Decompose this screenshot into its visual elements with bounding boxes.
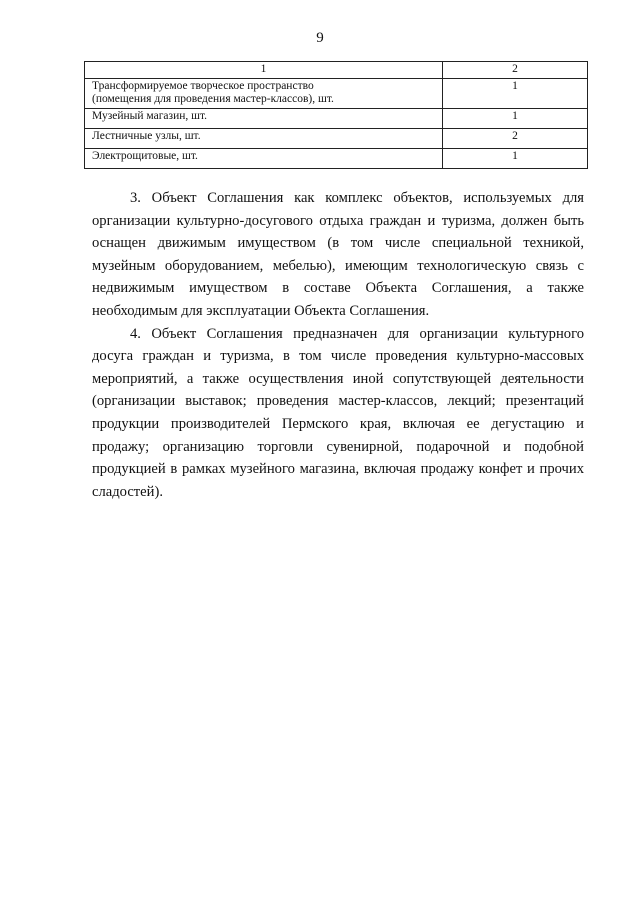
table-cell-label: Лестничные узлы, шт. xyxy=(85,129,443,149)
table-cell-value: 1 xyxy=(443,149,588,169)
column-header-2: 2 xyxy=(443,62,588,79)
table-row xyxy=(85,149,588,169)
table-cell-label xyxy=(85,79,443,109)
table-cell-label: Музейный магазин, шт. xyxy=(85,109,443,129)
paragraph-4: 4. Объект Соглашения предназначен для организации культурного досуга граждан и туризма, в том числе проведения культурно-массовых мероприятий, а также осуществления иной сопутствующей деятельности (организации выставок; проведения мастер-классов, лекций; презентаций продукции производителей Пермского края, включая ее дегустацию и продажу; организацию торговли сувенирной, подарочной и подобной продукцией в рамках музейного магазина, включая продажу конфет и прочих сладостей). xyxy=(92,325,584,500)
table-cell-label-line: (помещения для проведения мастер-классов), шт. xyxy=(92,92,334,105)
table-cell-value: 1 xyxy=(443,79,588,109)
table-cell-value: 2 xyxy=(443,129,588,149)
document-body xyxy=(92,187,584,503)
table-row xyxy=(85,129,588,149)
column-header-1: 1 xyxy=(85,62,443,79)
property-table xyxy=(84,61,588,169)
table-cell-label-line: Трансформируемое творческое пространство xyxy=(92,80,314,92)
table-row xyxy=(85,79,588,109)
page-number: 9 xyxy=(316,30,324,46)
table-header-row xyxy=(85,62,588,79)
table-cell-label: Электрощитовые, шт. xyxy=(85,149,443,169)
table-row xyxy=(85,109,588,129)
table-cell-value: 1 xyxy=(443,109,588,129)
paragraph-3: 3. Объект Соглашения как комплекс объектов, используемых для организации культурно-досугового отдыха граждан и туризма, должен быть оснащен движимым имуществом (в том числе специальной техникой, музейным оборудованием, мебелью), имеющим технологическую связь с недвижимым имуществом в составе Объекта Соглашения, а также необходимым для эксплуатации Объекта Соглашения. xyxy=(92,190,584,319)
